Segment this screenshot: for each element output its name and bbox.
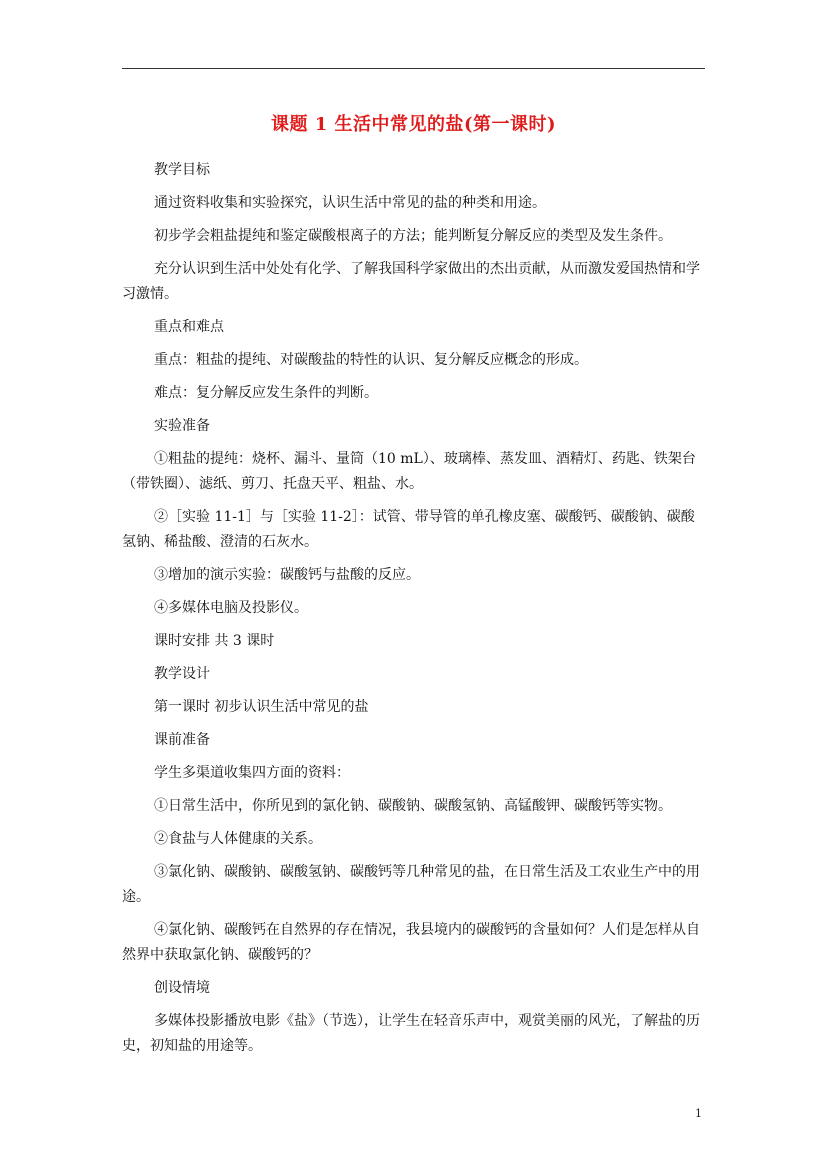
paragraph: 教学设计	[154, 666, 210, 682]
paragraph: ④氯化钠、碳酸钙在自然界的存在情况，我县境内的碳酸钙的含量如何？人们是怎样从自然界中获取氯化钠、碳酸钙的？	[122, 922, 700, 963]
paragraph: ③氯化钠、碳酸钠、碳酸氢钠、碳酸钙等几种常见的盐，在日常生活及工农业生产中的用途。	[122, 864, 700, 905]
paragraph: 通过资料收集和实验探究，认识生活中常见的盐的种类和用途。	[154, 195, 546, 211]
paragraph: ②食盐与人体健康的关系。	[154, 831, 322, 847]
paragraph: 实验准备	[154, 418, 210, 434]
paragraph: 难点：复分解反应发生条件的判断。	[154, 385, 378, 401]
paragraph: ④多媒体电脑及投影仪。	[154, 600, 308, 616]
paragraph: ③增加的演示实验：碳酸钙与盐酸的反应。	[154, 567, 420, 583]
paragraph: 充分认识到生活中处处有化学、了解我国科学家做出的杰出贡献，从而激发爱国热情和学习激情。	[122, 261, 700, 302]
paragraph: 重点和难点	[154, 319, 224, 335]
paragraph: 教学目标	[154, 162, 210, 178]
header-rule	[122, 68, 705, 69]
paragraph: 创设情境	[154, 980, 210, 996]
paragraph: 学生多渠道收集四方面的资料：	[154, 765, 350, 781]
paragraph: 课时安排 共 3 课时	[154, 633, 275, 649]
paragraph: 多媒体投影播放电影《盐》（节选），让学生在轻音乐声中，观赏美丽的风光，了解盐的历史，初知盐的用途等。	[122, 1013, 700, 1054]
paragraph: 初步学会粗盐提纯和鉴定碳酸根离子的方法；能判断复分解反应的类型及发生条件。	[154, 228, 672, 244]
paragraph: 重点：粗盐的提纯、对碳酸盐的特性的认识、复分解反应概念的形成。	[154, 352, 588, 368]
paragraph: 第一课时 初步认识生活中常见的盐	[154, 699, 369, 715]
paragraph: ②［实验 11-1］与［实验 11-2］：试管、带导管的单孔橡皮塞、碳酸钙、碳酸钠、碳酸氢钠、稀盐酸、澄清的石灰水。	[122, 509, 695, 550]
document-body	[122, 158, 708, 1067]
paragraph: 课前准备	[154, 732, 210, 748]
paragraph: ①日常生活中，你所见到的氯化钠、碳酸钠、碳酸氢钠、高锰酸钾、碳酸钙等实物。	[154, 798, 672, 814]
paragraph: ①粗盐的提纯：烧杯、漏斗、量筒（10 mL）、玻璃棒、蒸发皿、酒精灯、药匙、铁架台（带铁圈）、滤纸、剪刀、托盘天平、粗盐、水。	[122, 451, 696, 492]
page-number: 1	[695, 1107, 702, 1120]
document-title: 课题 1 生活中常见的盐(第一课时)	[270, 114, 557, 135]
